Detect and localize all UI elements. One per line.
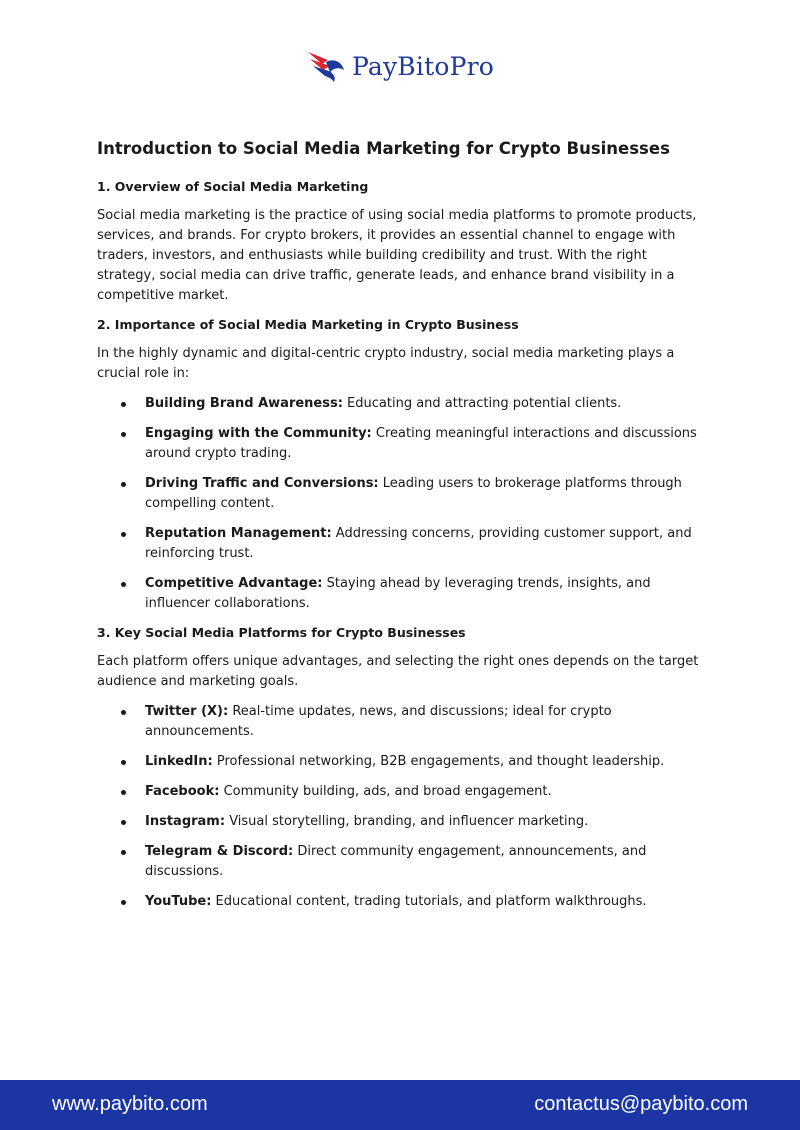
list-item: [97, 574, 707, 614]
list-item-term: Reputation Management:: [145, 526, 332, 541]
section-platforms: [97, 624, 707, 912]
brand-logo: [0, 48, 800, 84]
list-item-text: Staying ahead by leveraging trends, insights, and influencer collaborations.: [145, 576, 651, 611]
section-paragraph: In the highly dynamic and digital-centric crypto industry, social media marketing plays a crucial role in:: [97, 346, 675, 381]
list-item: [97, 524, 707, 564]
bullet-icon: [121, 820, 126, 825]
list-item-term: Facebook:: [145, 784, 220, 799]
website-link[interactable]: www.paybito.com: [52, 1093, 208, 1115]
list-item: [97, 424, 707, 464]
list-item-term: Twitter (X):: [145, 704, 229, 719]
list-item-term: YouTube:: [145, 894, 212, 909]
logo-wordmark: PayBitoPro: [351, 51, 494, 81]
list-item-term: Engaging with the Community:: [145, 426, 372, 441]
list-item-term: Building Brand Awareness:: [145, 396, 343, 411]
list-item-text: Creating meaningful interactions and discussions around crypto trading.: [145, 426, 697, 461]
page-title: Introduction to Social Media Marketing for Crypto Businesses: [97, 139, 670, 158]
email-link[interactable]: contactus@paybito.com: [534, 1093, 748, 1115]
list-item-term: Telegram & Discord:: [145, 844, 294, 859]
list-item-text: Leading users to brokerage platforms through compelling content.: [145, 476, 682, 511]
list-item: [97, 752, 707, 772]
list-item-text: Visual storytelling, branding, and influencer marketing.: [225, 814, 589, 829]
section-importance: [97, 316, 707, 614]
list-item-term: Driving Traffic and Conversions:: [145, 476, 379, 491]
list-item-text: Addressing concerns, providing customer support, and reinforcing trust.: [145, 526, 692, 561]
list-item: [97, 702, 707, 742]
bullet-icon: [121, 710, 126, 715]
section-paragraph: Each platform offers unique advantages, and selecting the right ones depends on the target audience and marketing goals.: [97, 654, 699, 689]
list-item-text: Educational content, trading tutorials, and platform walkthroughs.: [211, 894, 647, 909]
bullet-icon: [121, 432, 126, 437]
section-heading: 2. Importance of Social Media Marketing in Crypto Business: [97, 317, 519, 332]
list-item-term: Instagram:: [145, 814, 226, 829]
bullet-icon: [121, 760, 126, 765]
bullet-icon: [121, 402, 126, 407]
list-item: [97, 892, 707, 912]
bullet-icon: [121, 790, 126, 795]
document-body: [97, 136, 707, 922]
list-item: [97, 782, 707, 802]
list-item: [97, 394, 707, 414]
list-item: [97, 842, 707, 882]
list-item-term: Competitive Advantage:: [145, 576, 323, 591]
bullet-list: [97, 394, 707, 614]
list-item: [97, 474, 707, 514]
section-overview: [97, 178, 707, 306]
list-item-text: Community building, ads, and broad engagement.: [219, 784, 552, 799]
list-item-text: Direct community engagement, announcements, and discussions.: [145, 844, 647, 879]
footer-bar: [0, 1080, 800, 1130]
section-paragraph: Social media marketing is the practice of using social media platforms to promote products, services, and brands. For crypto brokers, it provides an essential channel to engage with traders, investors, and enthusiasts while building credibility and trust. With the right strategy, social media can drive traffic, generate leads, and enhance brand visibility in a competitive market.: [97, 208, 697, 303]
list-item: [97, 812, 707, 832]
bullet-icon: [121, 850, 126, 855]
paybito-wing-icon: [306, 48, 346, 84]
list-item-text: Professional networking, B2B engagements, and thought leadership.: [212, 754, 665, 769]
bullet-icon: [121, 900, 126, 905]
section-heading: 3. Key Social Media Platforms for Crypto Businesses: [97, 625, 466, 640]
bullet-icon: [121, 482, 126, 487]
bullet-icon: [121, 532, 126, 537]
list-item-text: Real-time updates, news, and discussions; ideal for crypto announcements.: [145, 704, 612, 739]
bullet-list: [97, 702, 707, 912]
list-item-text: Educating and attracting potential clients.: [342, 396, 622, 411]
bullet-icon: [121, 582, 126, 587]
list-item-term: LinkedIn:: [145, 754, 213, 769]
section-heading: 1. Overview of Social Media Marketing: [97, 179, 369, 194]
